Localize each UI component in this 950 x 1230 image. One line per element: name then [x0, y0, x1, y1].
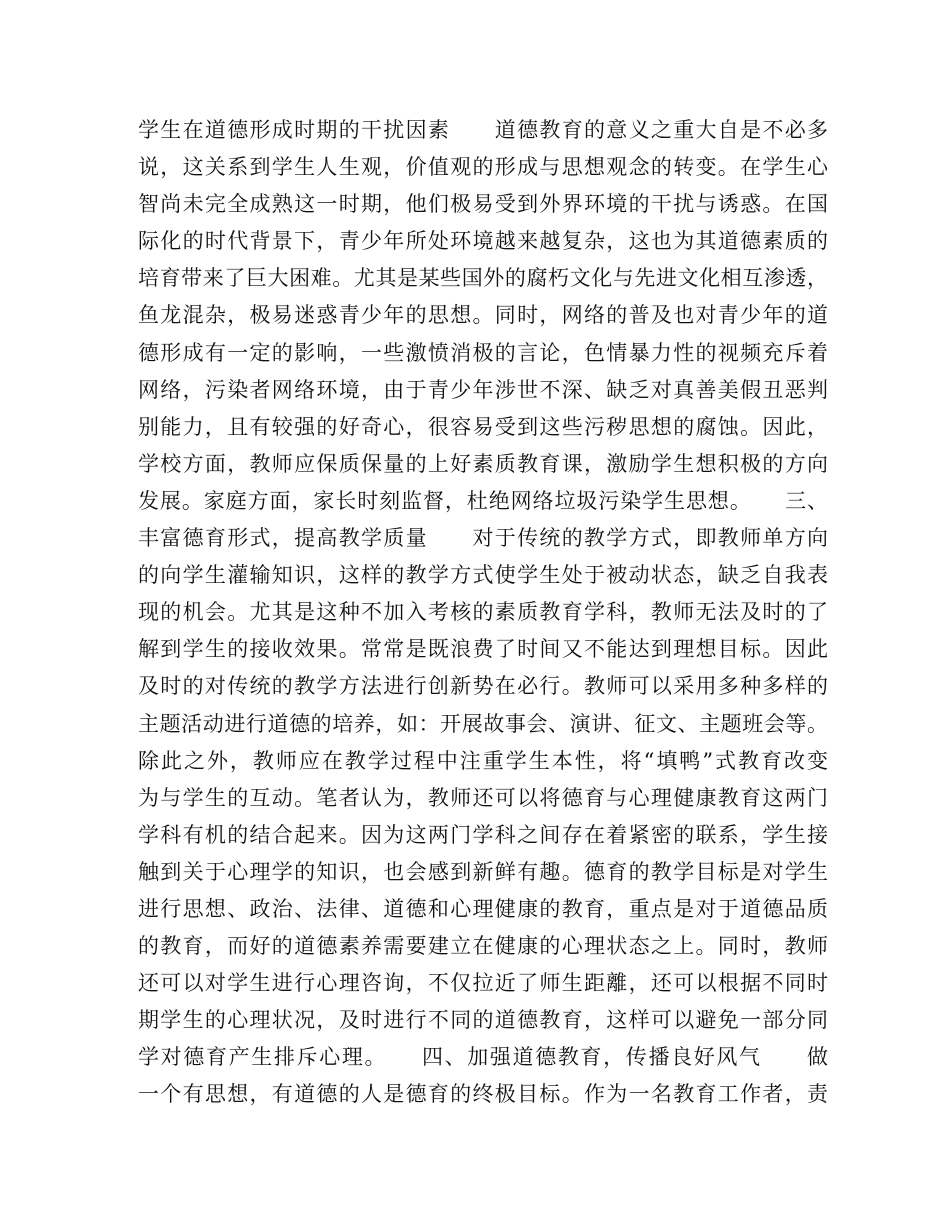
- text-line: 为与学生的互动。笔者认为，教师还可以将德育与心理健康教育这两门: [138, 785, 828, 810]
- text-line: 一个有思想，有道德的人是德育的终极目标。作为一名教育工作者，责: [138, 1082, 828, 1107]
- text-line: 学生在道德形成时期的干扰因素 道德教育的意义之重大自是不必多: [138, 118, 828, 142]
- text-line: 及时的对传统的教学方法进行创新势在必行。教师可以采用多种多样的: [138, 674, 828, 699]
- text-line: 主题活动进行道德的培养，如：开展故事会、演讲、征文、主题班会等。: [138, 711, 828, 736]
- text-line: 除此之外，教师应在教学过程中注重学生本性，将“填鸭”式教育改变: [138, 748, 828, 773]
- text-line: 学校方面，教师应保质保量的上好素质教育课，激励学生想积极的方向: [138, 451, 828, 476]
- text-line: 说，这关系到学生人生观，价值观的形成与思想观念的转变。在学生心: [138, 155, 828, 180]
- text-line: 学科有机的结合起来。因为这两门学科之间存在着紧密的联系，学生接: [138, 822, 828, 847]
- text-line: 还可以对学生进行心理咨询，不仅拉近了师生距離，还可以根据不同时: [138, 971, 828, 996]
- text-line: 进行思想、政治、法律、道德和心理健康的教育，重点是对于道德品质: [138, 896, 828, 921]
- text-line: 培育带来了巨大困难。尤其是某些国外的腐朽文化与先进文化相互渗透，: [138, 266, 828, 291]
- text-line: 鱼龙混杂，极易迷惑青少年的思想。同时，网络的普及也对青少年的道: [138, 303, 828, 328]
- text-line: 触到关于心理学的知识，也会感到新鲜有趣。德育的教学目标是对学生: [138, 859, 828, 884]
- text-line: 解到学生的接收效果。常常是既浪费了时间又不能达到理想目标。因此: [138, 637, 828, 662]
- text-line: 的教育，而好的道德素养需要建立在健康的心理状态之上。同时，教师: [138, 934, 828, 959]
- text-line: 德形成有一定的影响，一些激愤消极的言论，色情暴力性的视频充斥着: [138, 340, 828, 365]
- text-line: 丰富德育形式，提高教学质量 对于传统的教学方式，即教师单方向: [138, 526, 828, 551]
- text-line: 别能力，且有较强的好奇心，很容易受到这些污秽思想的腐蚀。因此，: [138, 414, 828, 439]
- text-line: 网络，污染者网络环境，由于青少年涉世不深、缺乏对真善美假丑恶判: [138, 377, 828, 402]
- text-line: 智尚未完全成熟这一时期，他们极易受到外界环境的干扰与诱惑。在国: [138, 192, 828, 217]
- body-text: [138, 112, 828, 1114]
- text-line: 学对德育产生排斥心理。 四、加强道德教育，传播良好风气 做: [138, 1045, 828, 1070]
- text-line: 期学生的心理状况，及时进行不同的道德教育，这样可以避免一部分同: [138, 1008, 828, 1033]
- text-line: 现的机会。尤其是这种不加入考核的素质教育学科，教师无法及时的了: [138, 600, 828, 625]
- text-line: 发展。家庭方面，家长时刻监督，杜绝网络垃圾污染学生思想。 三、: [138, 488, 828, 513]
- text-line: 际化的时代背景下，青少年所处环境越来越复杂，这也为其道德素质的: [138, 229, 828, 254]
- text-line: 的向学生灌输知识，这样的教学方式使学生处于被动状态，缺乏自我表: [138, 563, 828, 588]
